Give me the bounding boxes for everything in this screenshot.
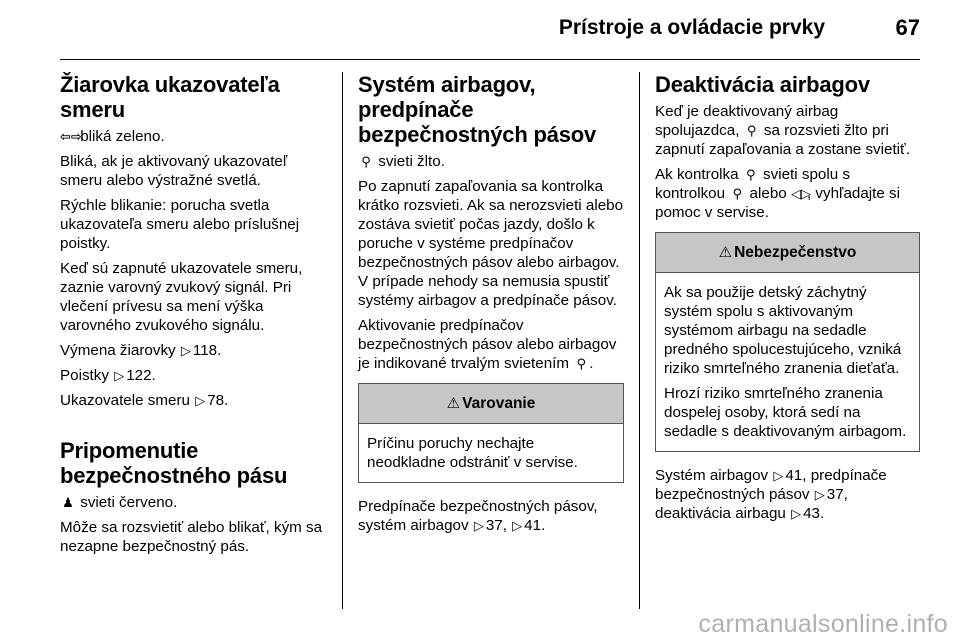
paragraph	[358, 316, 624, 373]
paragraph-text: bliká zeleno.	[80, 128, 165, 145]
page-number: 67	[895, 15, 920, 40]
danger-box-header	[656, 233, 919, 273]
ref-text: deaktivácia airbagu	[655, 505, 786, 522]
paragraph: Hrozí riziko smrteľného zranenia dospelej osoby, ktorá sedí na sedadle s deaktivovaným airbagom.	[664, 385, 907, 440]
paragraph-text: Ak kontrolka	[655, 166, 739, 183]
ref-text: Výmena žiarovky	[60, 342, 176, 359]
column-divider	[639, 72, 640, 609]
page-ref-icon: ▷	[180, 343, 191, 358]
column-3	[655, 72, 920, 529]
passenger-airbag-off-icon: ⚲	[746, 167, 756, 182]
warning-triangle-icon: ⚠	[446, 395, 461, 412]
ref-page: 37,	[826, 486, 848, 503]
column-1	[60, 72, 325, 562]
paragraph-text: alebo	[749, 185, 787, 202]
section-title-seatbelt-reminder: Pripomenutie bezpečnostného pásu	[60, 438, 288, 488]
page-ref-icon: ▷	[114, 368, 125, 383]
paragraph-text: svieti spolu s kontrolkou	[655, 166, 850, 202]
paragraph: Bliká, ak je aktivovaný ukazovateľ smeru alebo výstražné svetlá.	[60, 153, 288, 189]
section-title-turn-signal: Žiarovka ukazovateľa smeru	[60, 72, 280, 122]
paragraph-text: svieti žlto.	[378, 153, 445, 170]
paragraph: Môže sa rozsvietiť alebo blikať, kým sa nezapne bezpečnostný pás.	[60, 519, 323, 555]
warning-box-title: Varovanie	[462, 395, 536, 412]
header-rule	[60, 59, 920, 60]
ref-text: predpínače bezpečnostných pásov	[655, 467, 887, 503]
ref-page: 78.	[207, 392, 229, 409]
cross-reference	[60, 366, 325, 385]
section-title-airbag-system: Systém airbagov, predpínače bezpečnostných pásov	[358, 72, 597, 147]
warning-box-header	[359, 384, 623, 424]
danger-box-body	[656, 273, 919, 451]
ref-text: Systém airbagov	[655, 467, 769, 484]
ref-page: 43.	[803, 505, 825, 522]
watermark: carmanualsonline.info	[698, 610, 948, 638]
page-ref-icon: ▷	[195, 393, 206, 408]
page-ref-icon: ▷	[773, 468, 784, 483]
ref-text: Predpínače bezpečnostných pásov, systém airbagov	[358, 498, 598, 534]
ref-text: Poistky	[60, 367, 109, 384]
danger-box-title: Nebezpečenstvo	[734, 244, 857, 261]
paragraph: Rýchle blikanie: porucha svetla ukazovateľa smeru alebo príslušnej poistky.	[60, 197, 300, 252]
airbag-warning-icon: ⚲	[732, 186, 743, 201]
paragraph-text: .	[589, 355, 594, 372]
ref-page: 41.	[524, 517, 546, 534]
page-ref-icon: ▷	[473, 518, 484, 533]
paragraph	[60, 493, 325, 512]
paragraph: Ak sa použije detský záchytný systém spolu s aktivovaným systémom airbagu na sedadle predného spolucestujúceho, vzniká riziko smrteľného zranenia dieťaťa.	[664, 284, 902, 377]
paragraph: Príčinu poruchy nechajte neodkladne odstrániť v servise.	[367, 435, 578, 471]
airbag-warning-icon: ⚲	[576, 356, 587, 371]
ref-page: 122.	[126, 367, 156, 384]
ref-text: Ukazovatele smeru	[60, 392, 190, 409]
paragraph-text: svieti červeno.	[80, 494, 178, 511]
ref-page: 37,	[485, 517, 507, 534]
paragraph: Po zapnutí zapaľovania sa kontrolka krátko rozsvieti. Ak sa nerozsvieti alebo zostáva svietiť počas jazdy, došlo k poruche v systéme predpínačov bezpečnostných pásov alebo airbagov. V prípade nehody sa nemusia spustiť systémy airbagov a predpínače pásov.	[358, 178, 624, 309]
cross-reference	[60, 341, 325, 360]
cross-reference	[358, 497, 624, 535]
page-ref-icon: ▷	[512, 518, 523, 533]
page-ref-icon: ▷	[814, 487, 825, 502]
paragraph	[655, 165, 920, 222]
paragraph	[60, 127, 325, 146]
ref-page: 41,	[785, 467, 807, 484]
page-header-title: Prístroje a ovládacie prvky	[558, 16, 825, 39]
passenger-airbag-off-icon: ⚲	[746, 123, 757, 138]
airbag-warning-icon: ⚲	[361, 154, 371, 169]
ref-page: 118.	[192, 342, 222, 359]
turn-signal-icon: ⇦⇨	[60, 129, 82, 144]
warning-triangle-icon: ⚠	[718, 244, 733, 261]
warning-box	[358, 383, 624, 483]
paragraph-text: Aktivovanie predpínačov bezpečnostných pásov alebo airbagov je indikované trvalým svietením	[358, 317, 617, 372]
column-2	[358, 72, 624, 541]
column-divider	[342, 72, 343, 609]
seatbelt-icon: ♟	[62, 495, 74, 510]
section-title-airbag-deactivation: Deaktivácia airbagov	[655, 72, 870, 97]
cross-reference	[60, 391, 325, 410]
cross-reference	[655, 466, 920, 523]
paragraph	[655, 102, 920, 159]
page-ref-icon: ▷	[791, 506, 802, 521]
paragraph	[358, 152, 624, 171]
warning-box-body	[359, 424, 623, 482]
danger-box	[655, 232, 920, 452]
passenger-airbag-on-icon: ◁▷	[790, 186, 811, 201]
paragraph-text: Keď je deaktivovaný airbag spolujazdca,	[655, 103, 839, 139]
paragraph-text: , vyhľadajte si pomoc v servise.	[655, 185, 901, 221]
paragraph-text: sa rozsvieti žlto pri zapnutí zapaľovania a zostane svietiť.	[655, 122, 910, 158]
paragraph: Keď sú zapnuté ukazovatele smeru, zaznie varovný zvukový signál. Pri vlečení prívesu sa mení výška varovného zvukového signálu.	[60, 260, 303, 334]
